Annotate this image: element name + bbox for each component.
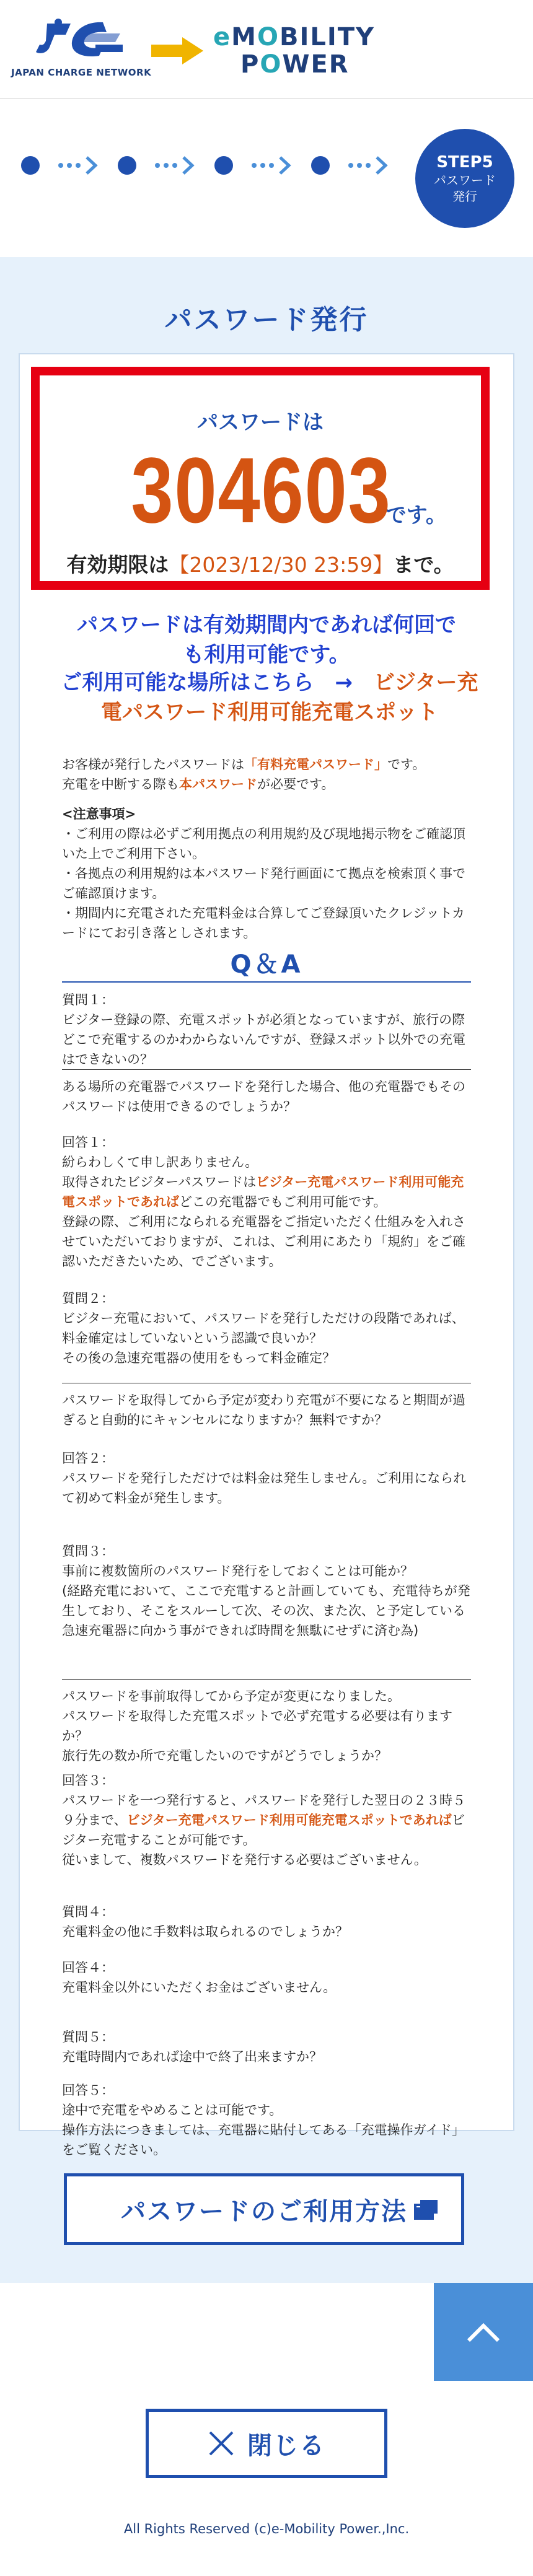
qa-answer-5: [62, 2080, 471, 2160]
qa-question-4: [62, 1902, 471, 1942]
scroll-to-top-button[interactable]: [434, 2283, 533, 2381]
a1-line2-a: 取得されたビジターパスワードは: [62, 1175, 257, 1189]
jcn-logo-icon: [33, 17, 126, 62]
validity-notice: [56, 610, 477, 670]
q2-label: 質問２：: [62, 1291, 114, 1306]
q4-text: 充電料金の他に手数料は取られるのでしょうか？: [62, 1924, 348, 1939]
q3-text2: (経路充電において、ここで充電すると計画していても、充電待ちが発生しており、そこをスルーして次、その次、また次、と予定している急速充電器に向かう事ができれば時間を無駄にせずに済む為): [62, 1584, 470, 1638]
q5-label: 質問５：: [62, 2030, 114, 2044]
close-label: 閉じる: [247, 2431, 325, 2460]
emp-logo-e: e: [213, 23, 232, 51]
expiry-suffix: まで。: [393, 553, 454, 577]
intro-p2-a: 充電を中断する際も: [62, 777, 179, 792]
emp-logo-o: O: [257, 23, 280, 51]
intro-p1-hl: 「有料充電パスワード」: [244, 757, 387, 772]
emp-logo-p: P: [240, 50, 260, 79]
step-indicator: [0, 99, 533, 257]
step-3-dot: [214, 156, 233, 175]
validity-notice-line2: も利用可能です。: [183, 642, 350, 667]
caution-item: ・ご利用の際は必ずご利用拠点の利用規約及び現地掲示物をご確認頂いた上でご利用下さい。: [62, 826, 465, 861]
close-button[interactable]: [146, 2409, 387, 2478]
password-usage-button[interactable]: [64, 2173, 464, 2245]
site-header: [0, 0, 533, 99]
a5-label: 回答５：: [62, 2083, 114, 2098]
qa-question-2b: [62, 1390, 471, 1430]
page-title: パスワード発行: [164, 304, 369, 336]
password-usage-label: パスワードのご利用方法: [121, 2197, 407, 2226]
intro-p2-b: が必要です。: [257, 777, 335, 792]
qa-question-5: [62, 2027, 471, 2067]
qa-question-3b: [62, 1686, 471, 1766]
a2-label: 回答２：: [62, 1451, 114, 1466]
qa-question-2: [62, 1289, 471, 1368]
qa-answer-2: [62, 1448, 471, 1508]
caution-item: ・各拠点の利用規約は本パスワード発行画面にて拠点を検索頂く事でご確認頂けます。: [62, 866, 465, 901]
step-5-sub1: パスワード: [434, 173, 496, 188]
step-1-dot: [21, 156, 40, 175]
q3b-line2: パスワードを取得した充電スポットで必ず充電する必要は有りますか？: [62, 1709, 452, 1743]
qa-answer-1: [62, 1132, 471, 1271]
q1-text: ビジター登録の際、充電スポットが必須となっていますが、旅行の際どこで充電するのかわからないんですが、登録スポット以外での充電はできないの？: [62, 1012, 465, 1067]
a1-line1: 紛らわしくて申し訳ありません。: [62, 1155, 258, 1170]
a3-line1-hl: ビジター充電パスワード利用可能充電スポットであれば: [126, 1813, 452, 1828]
q1-label: 質問１：: [62, 992, 114, 1007]
emp-logo-o2: O: [260, 50, 283, 79]
caution-section: [62, 804, 471, 943]
chevron-up-icon: [465, 2320, 502, 2344]
available-spots-link-text[interactable]: ビジター充電パスワード利用可能充電スポット: [101, 670, 478, 725]
a3-label: 回答３：: [62, 1773, 114, 1788]
a3-line1-a: パスワードを一つ発行すると、パスワードを発行した翌日の２３時５９分まで、: [62, 1793, 465, 1828]
qa-answer-4: [62, 1958, 471, 1997]
qa-question-1: [62, 990, 471, 1069]
qa-divider: [62, 1679, 471, 1680]
q5-text: 充電時間内であれば途中で終了出来ますか？: [62, 2049, 322, 2064]
caution-item: ・期間内に充電された充電料金は合算してご登録頂いたクレジットカードにてお引き落としされます。: [62, 906, 465, 940]
qa-divider: [62, 1069, 471, 1070]
a1-line2-hl: ビジター充電パスワード利用可能充電スポットであれば: [62, 1175, 464, 1209]
q3-label: 質問３：: [62, 1544, 114, 1559]
caution-heading: <注意事項>: [62, 807, 136, 821]
step-arrow-icon: [154, 155, 197, 176]
arrow-right-icon: [151, 37, 203, 64]
qa-answer-3: [62, 1771, 471, 1870]
qa-question-3: [62, 1541, 471, 1641]
emp-logo-m: M: [231, 23, 257, 51]
step-4-dot: [311, 156, 330, 175]
q3b-line3: 旅行先の数か所で充電したいのですがどうでしょうか？: [62, 1748, 387, 1763]
emobility-power-logo: [213, 23, 375, 79]
password-number: 304603: [131, 438, 392, 542]
q4-label: 質問４：: [62, 1904, 114, 1919]
step-5-current: [415, 129, 514, 228]
emp-logo-bility: BILITY: [279, 23, 375, 51]
a3-line1-b: ビジター充電することが可能です。: [62, 1813, 465, 1847]
expiry-prefix: 有効期限は: [66, 553, 169, 577]
a5-line2: 操作方法につきましては、充電器に貼付してある「充電操作ガイド」をご覧ください。: [62, 2123, 465, 2157]
qa-question-1b: [62, 1077, 471, 1116]
a1-line2-b: どこの充電器でもご利用可能です。: [179, 1194, 387, 1209]
q2b-text: パスワードを取得してから予定が変わり充電が不要になると期間が過ぎると自動的にキャンセルになりますか？無料ですか？: [62, 1393, 465, 1427]
intro-text: [62, 755, 471, 794]
expiry-date: 【2023/12/30 23:59】: [169, 553, 394, 577]
step-arrow-icon: [347, 155, 390, 176]
available-spots-link[interactable]: [56, 668, 483, 727]
jcn-logo-text: JAPAN CHARGE NETWORK: [11, 67, 152, 78]
intro-p1-a: お客様が発行したパスワードは: [62, 757, 244, 772]
jcn-logo: [11, 17, 160, 82]
close-icon: [208, 2430, 235, 2457]
footer-copyright: All Rights Reserved (c)e-Mobility Power.,Inc.: [123, 2521, 410, 2536]
q2-text: ビジター充電において、パスワードを発行しただけの段階であれば、料金確定はしていないという認識で良いか？: [62, 1311, 465, 1346]
password-box: [31, 367, 490, 590]
a1-label: 回答１：: [62, 1135, 114, 1150]
q3-text: 事前に複数箇所のパスワード発行をしておくことは可能か？: [62, 1564, 413, 1579]
validity-notice-line1: パスワードは有効期間内であれば何回で: [77, 613, 456, 637]
intro-p1-b: です。: [387, 757, 426, 772]
password-desu: です。: [385, 503, 447, 528]
a4-text: 充電料金以外にいただくお金はございません。: [62, 1980, 337, 1995]
step-5-sub2: 発行: [452, 189, 477, 204]
q3b-line1: パスワードを事前取得してから予定が変更になりました。: [62, 1689, 400, 1704]
a2-text: パスワードを発行しただけでは料金は発生しません。ご利用になられて初めて料金が発生します。: [62, 1471, 467, 1505]
qa-title: Q＆A: [230, 950, 303, 979]
new-window-icon: [414, 2199, 439, 2221]
a3-line2: 従いまして、複数パスワードを発行する必要はございません。: [62, 1852, 427, 1867]
available-spots-prefix: ご利用可能な場所はこちら →: [61, 670, 374, 695]
emp-logo-wer: WER: [282, 50, 350, 79]
step-arrow-icon: [250, 155, 294, 176]
a4-label: 回答４：: [62, 1960, 114, 1975]
intro-p2-hl: 本パスワード: [179, 777, 257, 792]
step-arrow-icon: [57, 155, 100, 176]
password-expiry: [40, 549, 481, 578]
q1b-text: ある場所の充電器でパスワードを発行した場合、他の充電器でもそのパスワードは使用できるのでしょうか？: [62, 1079, 465, 1114]
a1-line3: 登録の際、ご利用になられる充電器をご指定いただく仕組みを入れさせていただいておりますが、これは、ご利用にあたり「規約」をご確認いただきたいため、でございます。: [62, 1214, 465, 1269]
q2-text2: その後の急速充電器の使用をもって料金確定？: [62, 1351, 335, 1365]
qa-rule: [62, 981, 471, 983]
step-2-dot: [118, 156, 136, 175]
password-label: パスワードは: [197, 410, 324, 435]
a5-line1: 途中で充電をやめることは可能です。: [62, 2103, 283, 2118]
step-5-title: STEP5: [436, 153, 493, 172]
